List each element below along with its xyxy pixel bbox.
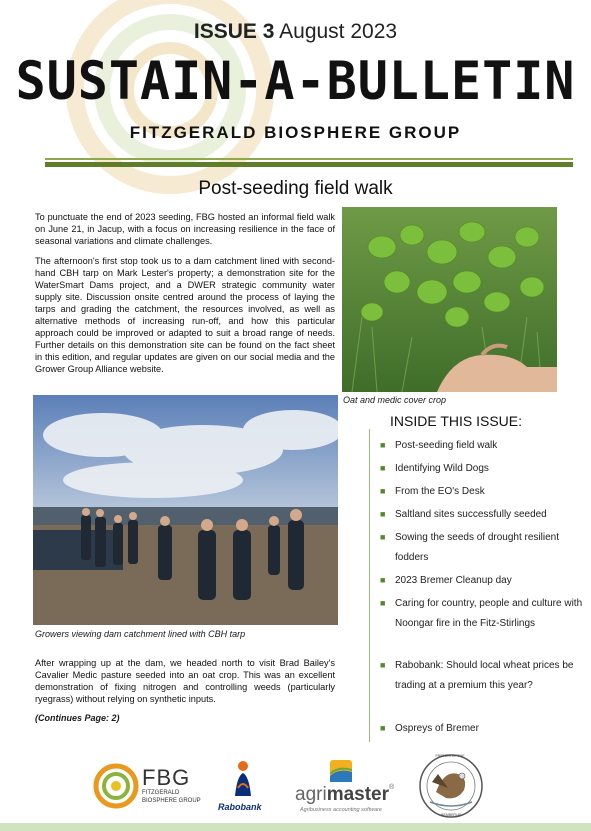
header-divider-thin (45, 158, 573, 160)
continues-note: (Continues Page: 2) (35, 713, 120, 723)
bullet-icon: ■ (380, 660, 386, 670)
cover-crop-caption: Oat and medic cover crop (343, 395, 447, 405)
friends-emblem-bottom-text: BEMBERUP (441, 813, 461, 817)
agrimaster-logo-icon (330, 760, 352, 782)
article-paragraph-3: After wrapping up at the dam, we headed north to visit Brad Bailey's Cavalier Medic pasture seeded into an oat crop. This was an excellent demonstration of fixing nitrogen and controlling weeds (particularly ryegrass) without relying on synthetic inputs. (35, 658, 335, 704)
cover-crop-photo (342, 207, 557, 392)
bullet-icon: ■ (380, 723, 386, 733)
fbg-logo-icon (92, 762, 140, 810)
header-divider-thick (45, 162, 573, 167)
dam-catchment-photo (33, 395, 338, 625)
bullet-icon: ■ (380, 486, 386, 496)
rabobank-logo-icon (232, 758, 254, 798)
issue-number: ISSUE 3 (193, 20, 275, 43)
toc-item[interactable]: ■ Identifying Wild Dogs (380, 459, 585, 479)
bullet-icon: ■ (380, 463, 386, 473)
agrimaster-tagline: Agribusiness accounting software (300, 807, 382, 813)
toc-item[interactable]: ■ Saltland sites successfully seeded (380, 505, 585, 525)
footer-band (0, 823, 591, 831)
article-paragraph-1: To punctuate the end of 2023 seeding, FBG hosted an informal field walk on June 21, in Jacup, with a focus on increasing resilience in the face of seasonal variations and climate challenges. (35, 212, 335, 246)
bullet-icon: ■ (380, 440, 386, 450)
rabobank-name: Rabobank (218, 802, 262, 812)
toc-item[interactable]: ■ From the EO's Desk (380, 482, 585, 502)
bullet-icon: ■ (380, 532, 386, 542)
toc-item[interactable]: ■ Post-seeding field walk (380, 436, 585, 456)
issue-date: August 2023 (279, 20, 398, 43)
toc-item[interactable]: ■ 2023 Bremer Cleanup day (380, 571, 585, 591)
bulletin-title: SUSTAIN-A-BULLETIN (15, 50, 576, 112)
fbg-logo-line2: BIOSPHERE GROUP (142, 798, 201, 804)
inside-this-issue-heading: INSIDE THIS ISSUE: (390, 413, 522, 429)
fbg-logo-abbr: FBG (142, 765, 191, 790)
issue-line (0, 20, 591, 44)
agrimaster-name: agrimaster® (295, 784, 395, 805)
toc-item[interactable]: ■ Sowing the seeds of drought resilient fodders (380, 528, 585, 567)
sponsor-logos (0, 750, 591, 825)
toc-item[interactable]: ■ Rabobank: Should local wheat prices be trading at a premium this year? (380, 656, 585, 695)
friends-emblem-top-text: FRIENDS OF THE (435, 754, 465, 758)
dam-catchment-caption: Growers viewing dam catchment lined with CBH tarp (35, 629, 246, 639)
toc-divider (369, 429, 370, 742)
bullet-icon: ■ (380, 575, 386, 585)
article-paragraph-2: The afternoon's first stop took us to a dam catchment lined with second-hand CBH tarp on Mark Lester's property; a demonstration site for the WaterSmart Dams project, and a DWER strategic community water supply site. Discussion onsite centred around the process of laying the tarps and grading the catchment, the resources involved, as well as alternative methods of increasing run-off, and how this particular approach could be improved or adapted to suit a broad range of needs. Further details on this demonstration site can be found on the fact sheet in this edition, and regular updates are given on our social media and the Grower Group Alliance website. (35, 256, 335, 374)
bullet-icon: ■ (380, 598, 386, 608)
toc-item[interactable]: ■ Caring for country, people and culture with Noongar fire in the Fitz-Stirlings (380, 594, 585, 633)
toc-item[interactable]: ■ Ospreys of Bremer (380, 719, 585, 739)
friends-of-bremer-emblem (418, 752, 484, 820)
fbg-logo-line1: FITZGERALD (142, 790, 180, 796)
organisation-name: FITZGERALD BIOSPHERE GROUP (129, 123, 462, 142)
article-heading: Post-seeding field walk (198, 178, 393, 199)
bullet-icon: ■ (380, 509, 386, 519)
